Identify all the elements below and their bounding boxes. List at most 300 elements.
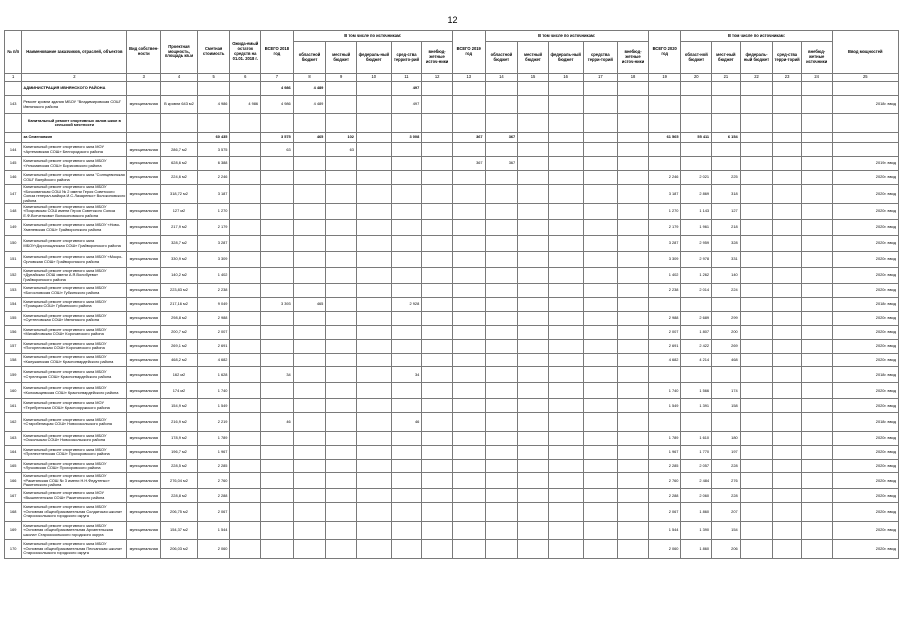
empty-cell [518,399,549,413]
expected-remaining [230,353,261,367]
commission: 2020г. ввод [832,445,898,459]
empty-cell [583,353,618,367]
empty-cell [618,383,649,399]
total-2019 [452,383,485,399]
empty-cell [773,413,802,432]
empty-cell [583,473,618,489]
table-row [5,252,899,268]
regional-2018 [293,399,326,413]
regional-2020 [681,413,712,432]
regional-2020: 1 961 [681,220,712,236]
total-2019 [452,503,485,522]
total-2020: 3 287 [648,236,681,252]
estimated-cost: 1 402 [197,268,230,284]
total-2019 [452,459,485,473]
regional-2019: 367 [485,157,518,171]
local-2018 [326,459,357,473]
empty-cell [618,325,649,339]
regional-2019 [485,297,518,311]
estimated-cost: 2 760 [197,473,230,489]
ownership: муниципальная [127,399,161,413]
territory-2018 [391,503,422,522]
column-number: 24 [801,74,832,82]
total-2020: 2 246 [648,171,681,185]
empty-cell [548,521,583,540]
local-2018 [326,325,357,339]
table-row [5,445,899,459]
ownership: муниципальная [127,473,161,489]
commission: 2020г. ввод [832,311,898,325]
object-name: Капитальный ремонт спортивного зала МБОУ «Троицкая СОШ» Губкинского района [22,297,127,311]
empty-cell [356,399,391,413]
row-number: 163 [5,431,22,445]
regional-2019 [485,220,518,236]
row-number: 147 [5,185,22,204]
empty-cell [740,204,773,220]
empty-cell [740,367,773,383]
table-row [5,204,899,220]
row-number: 155 [5,311,22,325]
total-2020: 1 789 [648,431,681,445]
empty-cell [618,143,649,157]
total-2020: 1 544 [648,521,681,540]
empty-cell [422,367,453,383]
total-2018 [261,399,294,413]
empty-cell [356,540,391,559]
object-name: Капитальный ремонт спортивного зала МОУ «Теребренская ООШ» Краснояружского района [22,399,127,413]
ownership: муниципальная [127,383,161,399]
empty-cell [773,540,802,559]
empty-cell [773,185,802,204]
empty-cell [801,236,832,252]
total-2019 [452,413,485,432]
estimated-cost: 9 049 [197,297,230,311]
ownership: муниципальная [127,445,161,459]
estimated-cost: 2 288 [197,489,230,503]
object-name: Капитальный ремонт спортивного зала МОУ «Артемовская СОШ» Белгородского района [22,143,127,157]
empty-cell [422,311,453,325]
header-2020-federal: федераль-ный бюджет [740,42,773,74]
total-2018: 63 [261,143,294,157]
total-2018 [261,204,294,220]
expected-remaining [230,252,261,268]
estimated-cost: 3 187 [197,185,230,204]
expected-remaining [230,521,261,540]
regional-2020: 2 014 [681,284,712,298]
table-row [5,236,899,252]
regional-2019 [485,325,518,339]
empty-cell [618,413,649,432]
subtotal-total-2020: 61 565 [648,132,681,143]
row-number: 166 [5,473,22,489]
empty-cell [801,185,832,204]
empty-cell [740,445,773,459]
total-2019 [452,353,485,367]
empty-cell [548,431,583,445]
local-2020 [712,143,741,157]
empty-cell [356,236,391,252]
empty-cell [518,353,549,367]
empty-cell [583,383,618,399]
empty-cell [518,297,549,311]
territory-2018 [391,220,422,236]
ownership: муниципальная [127,220,161,236]
local-2018 [326,185,357,204]
empty-cell [548,252,583,268]
header-2020-offbudget: внебюд-жетные источники [801,42,832,74]
empty-cell [618,489,649,503]
empty-cell [518,431,549,445]
regional-2018 [293,367,326,383]
row-number: 169 [5,521,22,540]
empty-cell [548,143,583,157]
empty-cell [422,399,453,413]
object-name: Капитальный ремонт спортивного зала МБОУ «Калужанская СОШ» Красногвардейского района [22,353,127,367]
ownership: муниципальная [127,325,161,339]
estimated-cost: 1 544 [197,521,230,540]
empty-cell [801,473,832,489]
empty-cell [518,339,549,353]
empty-cell [618,268,649,284]
regional-2018 [293,157,326,171]
total-2020 [648,413,681,432]
total-2019 [452,297,485,311]
regional-2018 [293,171,326,185]
total-2019 [452,399,485,413]
capacity: 223,83 м2 [161,284,198,298]
empty-cell [548,284,583,298]
row-number: 164 [5,445,22,459]
empty-cell [356,220,391,236]
row-number: 146 [5,171,22,185]
header-cost: Сметная стоимость [197,31,230,74]
total-2019 [452,284,485,298]
column-number: 13 [452,74,485,82]
regional-2020: 2 978 [681,252,712,268]
table-row [5,268,899,284]
ownership: муниципальная [127,431,161,445]
expected-remaining [230,268,261,284]
capacity: 217,16 м2 [161,297,198,311]
territory-2018 [391,268,422,284]
local-2018 [326,157,357,171]
local-2020: 207 [712,503,741,522]
empty-cell [801,171,832,185]
empty-cell [801,311,832,325]
estimated-cost: 3 287 [197,236,230,252]
total-2020: 2 060 [648,540,681,559]
expected-remaining [230,503,261,522]
object-name: Капитальный ремонт спортивного зала МБОУ «Михайловская СОШ» Корочанского района [22,325,127,339]
empty-cell [518,521,549,540]
expected-remaining [230,157,261,171]
empty-cell [773,220,802,236]
regional-2018 [293,445,326,459]
regional-2019 [485,339,518,353]
empty-cell [548,268,583,284]
empty-cell [356,252,391,268]
total-2018 [261,311,294,325]
empty-cell [356,185,391,204]
regional-2020: 1 770 [681,445,712,459]
regional-2018 [293,284,326,298]
object-name: Капитальный ремонт спортивного зала МБОУ «Коломыцевская СОШ» Красногвардейского района [22,383,127,399]
regional-2019 [485,399,518,413]
total-2019: 367 [452,157,485,171]
local-2018 [326,399,357,413]
regional-2019 [485,367,518,383]
local-2020: 228 [712,459,741,473]
header-2020-regional: област-ной бюджет [681,42,712,74]
empty-cell [583,252,618,268]
row-number: 160 [5,383,22,399]
empty-cell [518,383,549,399]
regional-2018 [293,143,326,157]
local-2020: 468 [712,353,741,367]
capacity: 127 м2 [161,204,198,220]
local-2020: 158 [712,399,741,413]
empty-cell [422,413,453,432]
regional-2019 [485,268,518,284]
total-2019 [452,325,485,339]
empty-cell [583,431,618,445]
empty-cell [583,171,618,185]
empty-cell [518,459,549,473]
header-num: № п/п [5,31,22,74]
column-number: 9 [326,74,357,82]
total-2019 [452,445,485,459]
empty-cell [518,413,549,432]
total-2020: 4 682 [648,353,681,367]
regional-2020: 1 143 [681,204,712,220]
total-2020: 2 179 [648,220,681,236]
total-2020: 3 309 [648,252,681,268]
local-2018 [326,268,357,284]
table-row [5,325,899,339]
estimated-cost: 3 309 [197,252,230,268]
local-2020: 140 [712,268,741,284]
commission: 2020г. ввод [832,489,898,503]
empty-cell [801,521,832,540]
regional-2020: 2 869 [681,185,712,204]
header-group-2020: В том числе по источникам: [681,31,832,42]
commission: 2020г. ввод [832,353,898,367]
empty-cell [422,431,453,445]
column-number: 8 [293,74,326,82]
empty-cell [773,268,802,284]
total-2018 [261,489,294,503]
empty-cell [583,325,618,339]
object-name: Капитальный ремонт спортивного зала МБОУ «Мокро-Орловская СОШ» Грайворонского района [22,252,127,268]
commission: 2020г. ввод [832,284,898,298]
empty-cell [518,185,549,204]
regional-2019 [485,143,518,157]
empty-cell [583,311,618,325]
total-2018 [261,252,294,268]
empty-cell [801,157,832,171]
regional-2020: 1 390 [681,521,712,540]
empty-cell [548,220,583,236]
regional-2018 [293,339,326,353]
estimated-cost: 3 575 [197,143,230,157]
empty-cell [583,339,618,353]
expected-remaining [230,459,261,473]
regional-2020: 2 021 [681,171,712,185]
empty-cell [422,204,453,220]
total-2018: 4 986 [261,95,294,114]
table-row [5,489,899,503]
estimated-cost: 1 967 [197,445,230,459]
empty-cell [356,268,391,284]
empty-cell [548,157,583,171]
regional-2019 [485,236,518,252]
object-name: Капитальный ремонт спортивного зала МБОУ «Основная общеобразовательная Песчанская школа» Старооскольского городского округа [22,540,127,559]
capacity: 154,9 м2 [161,399,198,413]
empty-cell [422,459,453,473]
commission [832,143,898,157]
empty-cell [356,473,391,489]
local-2018 [326,413,357,432]
territory-2018 [391,473,422,489]
row-number: 149 [5,220,22,236]
local-2020 [712,297,741,311]
empty-cell [773,521,802,540]
empty-cell [618,445,649,459]
capacity: 154,37 м2 [161,521,198,540]
ownership: муниципальная [127,297,161,311]
empty-cell [583,185,618,204]
column-number: 6 [230,74,261,82]
empty-cell [740,413,773,432]
capacity: 269,1 м2 [161,339,198,353]
table-row [5,367,899,383]
regional-2018 [293,236,326,252]
object-name: Капитальный ремонт спортивного зала МБОУ «Покровская СОШ имени Героя Советского Союза Е.Ф.Вотченкова» Волоконовского района [22,204,127,220]
empty-cell [548,325,583,339]
total-2019 [452,185,485,204]
territory-2018 [391,252,422,268]
empty-cell [801,459,832,473]
empty-cell [422,252,453,268]
table-row [5,431,899,445]
empty-cell [618,297,649,311]
expected-remaining [230,236,261,252]
total-2018 [261,171,294,185]
local-2020: 197 [712,445,741,459]
total-2018 [261,503,294,522]
estimated-cost: 4 986 [197,95,230,114]
empty-cell [740,353,773,367]
column-number: 18 [618,74,649,82]
regional-2018 [293,473,326,489]
ownership: муниципальная [127,503,161,522]
local-2018 [326,353,357,367]
empty-cell [518,268,549,284]
capacity: 206,03 м2 [161,540,198,559]
capacity: 298,8 м2 [161,311,198,325]
empty-cell [356,503,391,522]
regional-2020: 1 262 [681,268,712,284]
total-2019 [452,339,485,353]
estimated-cost: 2 219 [197,413,230,432]
section-title: Капитальный ремонт спортивных залов школ в сельской местности [22,114,127,133]
empty-cell [740,521,773,540]
territory-2018 [391,236,422,252]
local-2020: 299 [712,311,741,325]
empty-cell [583,399,618,413]
empty-cell [583,367,618,383]
empty-cell [773,157,802,171]
estimated-cost: 2 285 [197,459,230,473]
total-2018 [261,185,294,204]
empty-cell [740,284,773,298]
empty-cell [740,157,773,171]
row-number: 168 [5,503,22,522]
empty-cell [518,252,549,268]
local-2018 [326,171,357,185]
empty-cell [773,284,802,298]
capacity: 286,7 м2 [161,143,198,157]
expected-remaining [230,204,261,220]
empty-cell [548,297,583,311]
capacity: 228,8 м2 [161,489,198,503]
commission: 2020г. ввод [832,339,898,353]
empty-cell [740,236,773,252]
table-row [5,383,899,399]
total-2018 [261,445,294,459]
object-name: Капитальный ремонт спортивного зала МБОУ «Стрелецкая СОШ» Красногвардейского района [22,367,127,383]
empty-cell [801,252,832,268]
column-number-row [5,74,899,82]
regional-2018 [293,431,326,445]
empty-cell [518,284,549,298]
column-number: 4 [161,74,198,82]
empty-cell [740,489,773,503]
commission: 2020г. ввод [832,325,898,339]
capacity: 318,72 м2 [161,185,198,204]
local-2020: 127 [712,204,741,220]
empty-cell [422,143,453,157]
ownership: муниципальная [127,284,161,298]
object-name: Ремонт кровли здания МБОУ "Владимировская СОШ" Ивнянского района [22,95,127,114]
empty-cell [422,171,453,185]
empty-cell [740,252,773,268]
object-name: Капитальный ремонт спортивного зала МБОУ «Погореловская СОШ» Корочанского района [22,339,127,353]
empty-cell [548,339,583,353]
territory-2018 [391,143,422,157]
commission: 2020г. ввод [832,252,898,268]
row-number: 170 [5,540,22,559]
total-2020: 2 288 [648,489,681,503]
empty-cell [583,413,618,432]
regional-2018 [293,489,326,503]
territory-2018 [391,284,422,298]
column-number: 21 [712,74,741,82]
empty-cell [518,220,549,236]
total-2020 [648,143,681,157]
estimated-cost: 2 246 [197,171,230,185]
total-2019 [452,268,485,284]
territory-2018 [391,445,422,459]
ownership: муниципальная [127,268,161,284]
empty-cell [618,473,649,489]
object-name: Капитальный ремонт спортивного зала МБОУ«Дорогощанская СОШ» Грайворонского района [22,236,127,252]
total-2019 [452,489,485,503]
local-2018 [326,252,357,268]
regional-2019 [485,204,518,220]
empty-cell [356,521,391,540]
empty-cell [801,540,832,559]
